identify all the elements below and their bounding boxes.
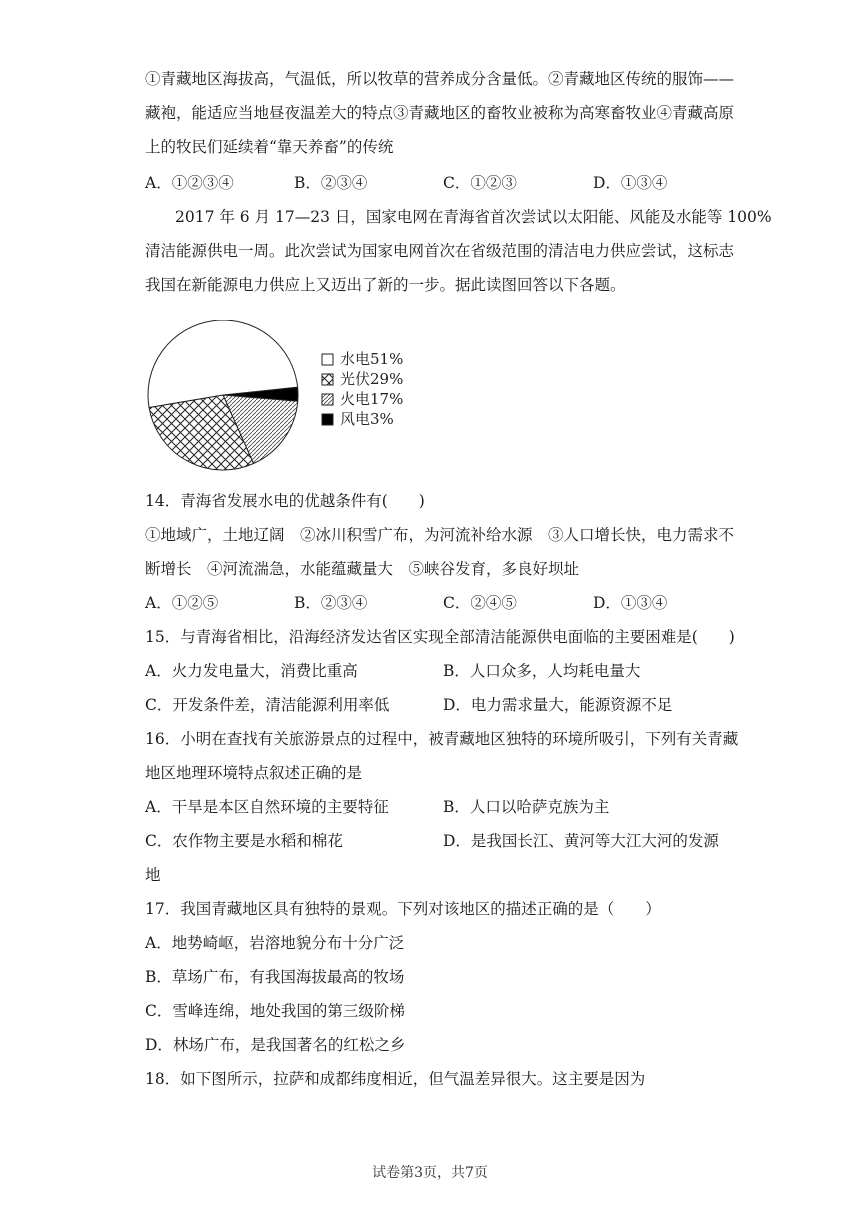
q13-option-c: C．①②③	[443, 174, 517, 192]
q13-option-b: B．②③④	[294, 174, 368, 192]
q16-line-1: 16．小明在查找有关旅游景点的过程中，被青藏地区独特的环境所吸引，下列有关青藏	[145, 730, 739, 748]
legend-label-0: 水电51%	[340, 350, 404, 368]
legend-swatch-0	[322, 354, 333, 365]
q16-option-d: D．是我国长江、黄河等大江大河的发源	[443, 832, 719, 850]
q17-option-b: B．草场广布，有我国海拔最高的牧场	[145, 968, 405, 986]
q14-line-1: ①地域广，土地辽阔 ②冰川积雪广布，为河流补给水源 ③人口增长快，电力需求不	[145, 526, 735, 544]
legend-swatch-2	[322, 394, 333, 405]
passage-line-3: 我国在新能源电力供应上又迈出了新的一步。据此读图回答以下各题。	[145, 276, 626, 294]
q15-option-b: B．人口众多，人均耗电量大	[443, 662, 641, 680]
q17-option-a: A．地势崎岖，岩溶地貌分布十分广泛	[145, 934, 405, 952]
q15-option-c: C．开发条件差，清洁能源利用率低	[145, 696, 390, 714]
passage-line-1: 2017 年 6 月 17—23 日，国家电网在青海省首次尝试以太阳能、风能及水能等 100%	[175, 208, 772, 226]
q13-line-2: 藏袍，能适应当地昼夜温差大的特点③青藏地区的畜牧业被称为高寒畜牧业④青藏高原	[145, 104, 735, 122]
q16-option-d-wrap: 地	[145, 866, 161, 884]
pie-svg	[140, 320, 430, 480]
legend-swatch-3	[322, 414, 333, 425]
q13-option-d: D．①③④	[593, 174, 668, 192]
q14-stem: 14．青海省发展水电的优越条件有( )	[145, 492, 425, 510]
q14-option-a: A．①②⑤	[145, 594, 219, 612]
q15-stem: 15．与青海省相比，沿海经济发达省区实现全部清洁能源供电面临的主要困难是( )	[145, 628, 735, 646]
q14-option-d: D．①③④	[593, 594, 668, 612]
q17-stem: 17．我国青藏地区具有独特的景观。下列对该地区的描述正确的是（ ）	[145, 900, 661, 918]
q15-option-d: D．电力需求量大，能源资源不足	[443, 696, 673, 714]
page-footer: 试卷第3页，共7页	[372, 1165, 488, 1181]
q13-option-a: A．①②③④	[145, 174, 234, 192]
legend-label-1: 光伏29%	[340, 370, 404, 388]
q17-option-c: C．雪峰连绵，地处我国的第三级阶梯	[145, 1002, 405, 1020]
q14-line-2: 断增长 ④河流湍急，水能蕴藏量大 ⑤峡谷发育，多良好坝址	[145, 560, 580, 578]
legend-swatch-1	[322, 374, 333, 385]
q16-option-b: B．人口以哈萨克族为主	[443, 798, 610, 816]
q16-option-c: C．农作物主要是水稻和棉花	[145, 832, 343, 850]
q18-stem: 18．如下图所示，拉萨和成都纬度相近，但气温差异很大。这主要是因为	[145, 1070, 646, 1088]
q13-line-1: ①青藏地区海拔高，气温低，所以牧草的营养成分含量低。②青藏地区传统的服饰——	[145, 70, 735, 88]
q14-option-c: C．②④⑤	[443, 594, 517, 612]
energy-pie-chart	[140, 320, 430, 480]
q17-option-d: D．林场广布，是我国著名的红松之乡	[145, 1036, 406, 1054]
q13-line-3: 上的牧民们延续着“靠天养畜”的传统	[145, 138, 394, 156]
q15-option-a: A．火力发电量大，消费比重高	[145, 662, 358, 680]
legend-label-3: 风电3%	[340, 410, 394, 428]
q16-line-2: 地区地理环境特点叙述正确的是	[145, 764, 363, 782]
legend-label-2: 火电17%	[340, 390, 404, 408]
passage-line-2: 清洁能源供电一周。此次尝试为国家电网首次在省级范围的清洁电力供应尝试，这标志	[145, 242, 735, 260]
q14-option-b: B．②③④	[294, 594, 368, 612]
q16-option-a: A．干旱是本区自然环境的主要特征	[145, 798, 389, 816]
